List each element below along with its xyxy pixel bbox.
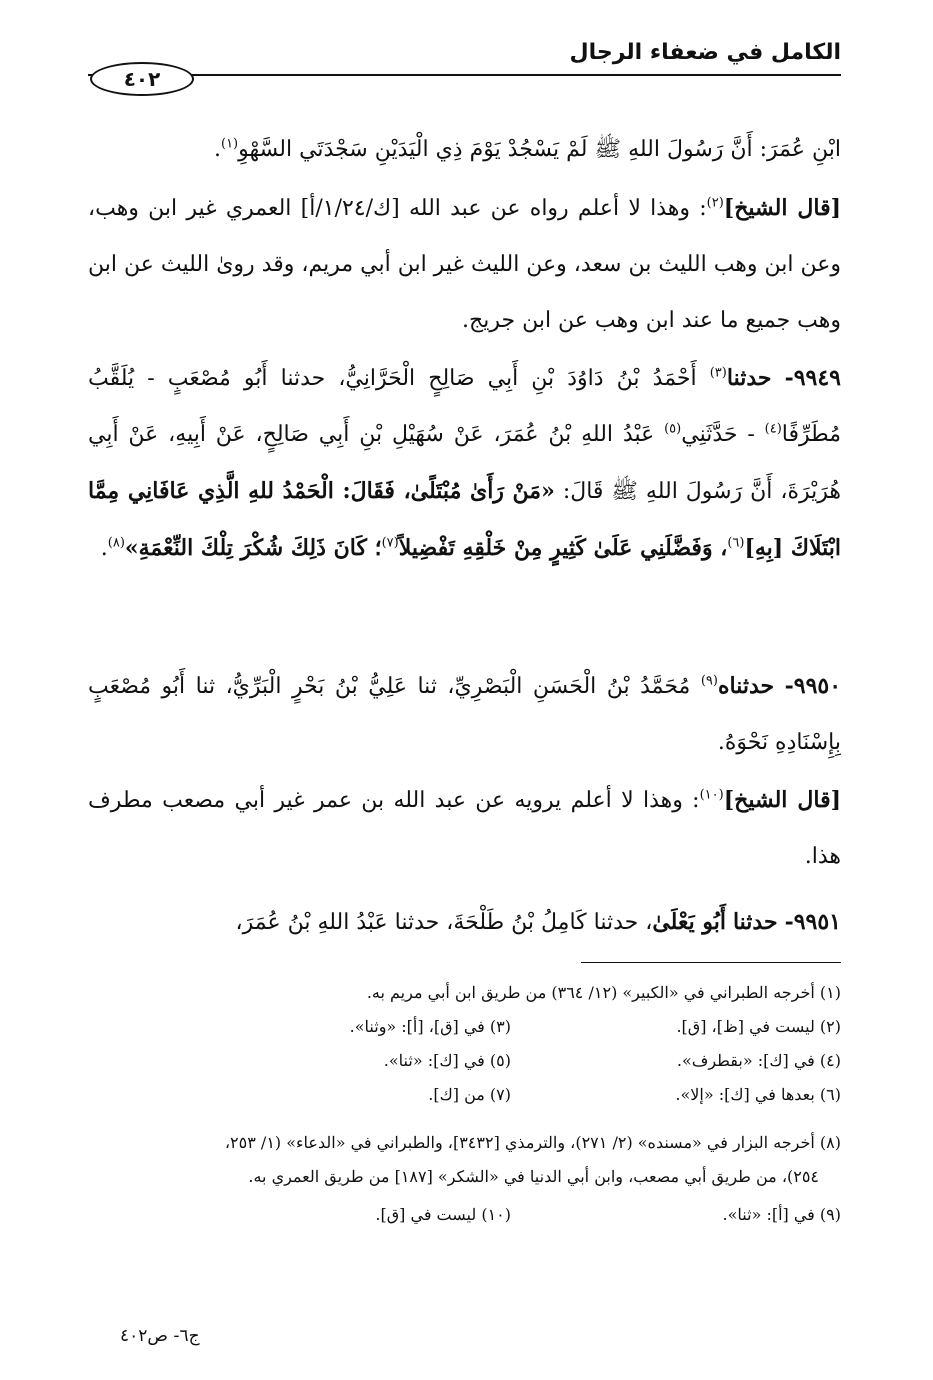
p4-lead: حدثناه [717,673,775,699]
footnote-8-line-2: ٢٥٤)، من طريق أبي مصعب، وابن أبي الدنيا في «الشكر» [١٨٧] من طريق العمري به. [248,1167,819,1186]
footnote-8-line-1: (٨) أخرجه البزار في «مسنده» (٢/ ٢٧١)، والترمذي [٣٤٣٢]، والطبراني في «الدعاء» (١/ ٢٥٣، [224,1133,841,1152]
p3-hadith-text-1: «مَنْ رَأَىٰ مُبْتَلًىٰ، فَقَالَ: الْحَمْدُ للهِ الَّذِي عَافَانِي مِمَّا ابْتَلَاكَ [بِهِ] [88,478,841,561]
hadith-number-9949: ٩٩٤٩- [784,365,841,391]
footnote-ref-1: (١) [220,136,239,152]
p6-text: ، حدثنا كَامِلُ بْنُ طَلْحَةَ، حدثنا عَبْدُ اللهِ بْنُ عُمَرَ، [235,910,653,935]
book-title: الكامل في ضعفاء الرجال [569,40,841,65]
p5-lead: [قال الشيخ] [723,787,841,813]
footnote-ref-4: (٤) [764,421,782,437]
paragraph-1 [88,122,841,178]
footnote-4: (٤) في [ك]: «بقطرف». [676,1051,841,1070]
footnote-10: (١٠) ليست في [ق]. [375,1205,511,1224]
volume-page-reference: ج٦- ص٤٠٢ [120,1326,200,1346]
footnote-ref-6: (٦) [727,535,745,551]
p6-name: أَبُو يَعْلَىٰ [652,909,726,935]
hadith-number-9951: ٩٩٥١- [784,909,841,935]
p1-text: ابْنِ عُمَرَ: أَنَّ رَسُولَ اللهِ ﷺ لَمْ يَسْجُدْ يَوْمَ ذِي الْيَدَيْنِ سَجْدَتَي السَّهْوِ [238,137,841,162]
paragraph-2 [88,180,841,349]
header-rule [88,74,841,76]
footnote-ref-7: (٧) [381,535,399,551]
footnote-6: (٦) بعدها في [ك]: «إلا». [675,1085,841,1104]
page-number: ٤٠٢ [123,67,161,91]
footnote-row-4 [88,1078,841,1112]
p3-hadith-text-2: ، وَفَضَّلَنِي عَلَىٰ كَثِيرٍ مِنْ خَلْقِهِ تَفْضِيلاً [398,535,728,561]
footnote-ref-5: (٥) [664,421,682,437]
footnote-7: (٧) من [ك]. [428,1085,511,1104]
p3-t1: أَحْمَدُ بْنُ دَاوُدَ بْنِ أَبِي صَالِحٍ الْحَرَّانِيُّ، حدثنا أَبُو مُصْعَبٍ - يُلَقَّبُ مُطَرِّفًا [88,366,841,447]
footnote-ref-9: (٩) [700,673,718,689]
p3-t2: - حَدَّثَنِي [681,422,755,447]
footnote-1: (١) أخرجه الطبراني في «الكبير» (١٢/ ٣٦٤) من طريق ابن أبي مريم به. [366,983,841,1002]
p5-text: : وهذا لا أعلم يرويه عن عبد الله بن عمر غير أبي مصعب مطرف هذا. [88,788,841,869]
footnote-row-6 [88,1198,841,1232]
footnotes-rule [581,962,841,963]
p4-text: مُحَمَّدُ بْنُ الْحَسَنِ الْبَصْرِيِّ، ثنا عَلِيُّ بْنُ بَحْرٍ الْبَرِّيُّ، ثنا أَبُو مُصْعَبٍ بِإِسْنَادِهِ نَحْوَهُ. [88,674,841,755]
p2-lead: [قال الشيخ] [723,195,841,221]
p2-text: : وهذا لا أعلم رواه عن عبد الله [ك/١/٢٤/أ] العمري غير ابن وهب، وعن ابن وهب الليث بن سعد، وعن الليث غير ابن أبي مريم، وقد روىٰ الليث عن ابن وهب جميع ما عند ابن وهب عن ابن جريج. [88,196,841,333]
footnote-ref-8: (٨) [107,535,125,551]
page-number-badge [90,62,194,96]
footnote-row-2 [88,1010,841,1044]
p6-lead: حدثنا [732,909,778,935]
hadith-number-9950: ٩٩٥٠- [784,673,841,699]
footnote-5: (٥) في [ك]: «ثنا». [383,1051,511,1070]
footnote-2: (٢) ليست في [ظ]، [ق]. [676,1017,841,1036]
paragraph-5 [88,772,841,885]
p3-lead: حدثنا [726,365,772,391]
footnote-ref-10: (١٠) [699,787,724,803]
footnote-9: (٩) في [أ]: «ثنا». [722,1205,841,1224]
p3-t3: عَبْدُ اللهِ بْنُ عُمَرَ، عَنْ سُهَيْلِ بْنِ أَبِي صَالِحٍ، عَنْ أَبِيهِ، عَنْ أَبِي هُرَيْرَةَ، أَنَّ رَسُولَ اللهِ ﷺ قَالَ: [88,422,841,504]
hadith-9949 [88,350,841,577]
footnote-3: (٣) في [ق]، [أ]: «وثنا». [349,1017,511,1036]
p3-end: . [100,536,108,561]
footnote-ref-2: (٢) [706,195,724,211]
footnote-ref-3: (٣) [709,365,727,381]
footnote-row-3 [88,1044,841,1078]
p1-end: . [213,137,221,162]
p3-hadith-text-3: ؛ كَانَ ذَلِكَ شُكْرَ تِلْكَ النِّعْمَةِ» [124,535,382,561]
hadith-9950 [88,658,841,771]
hadith-9951 [88,894,841,950]
